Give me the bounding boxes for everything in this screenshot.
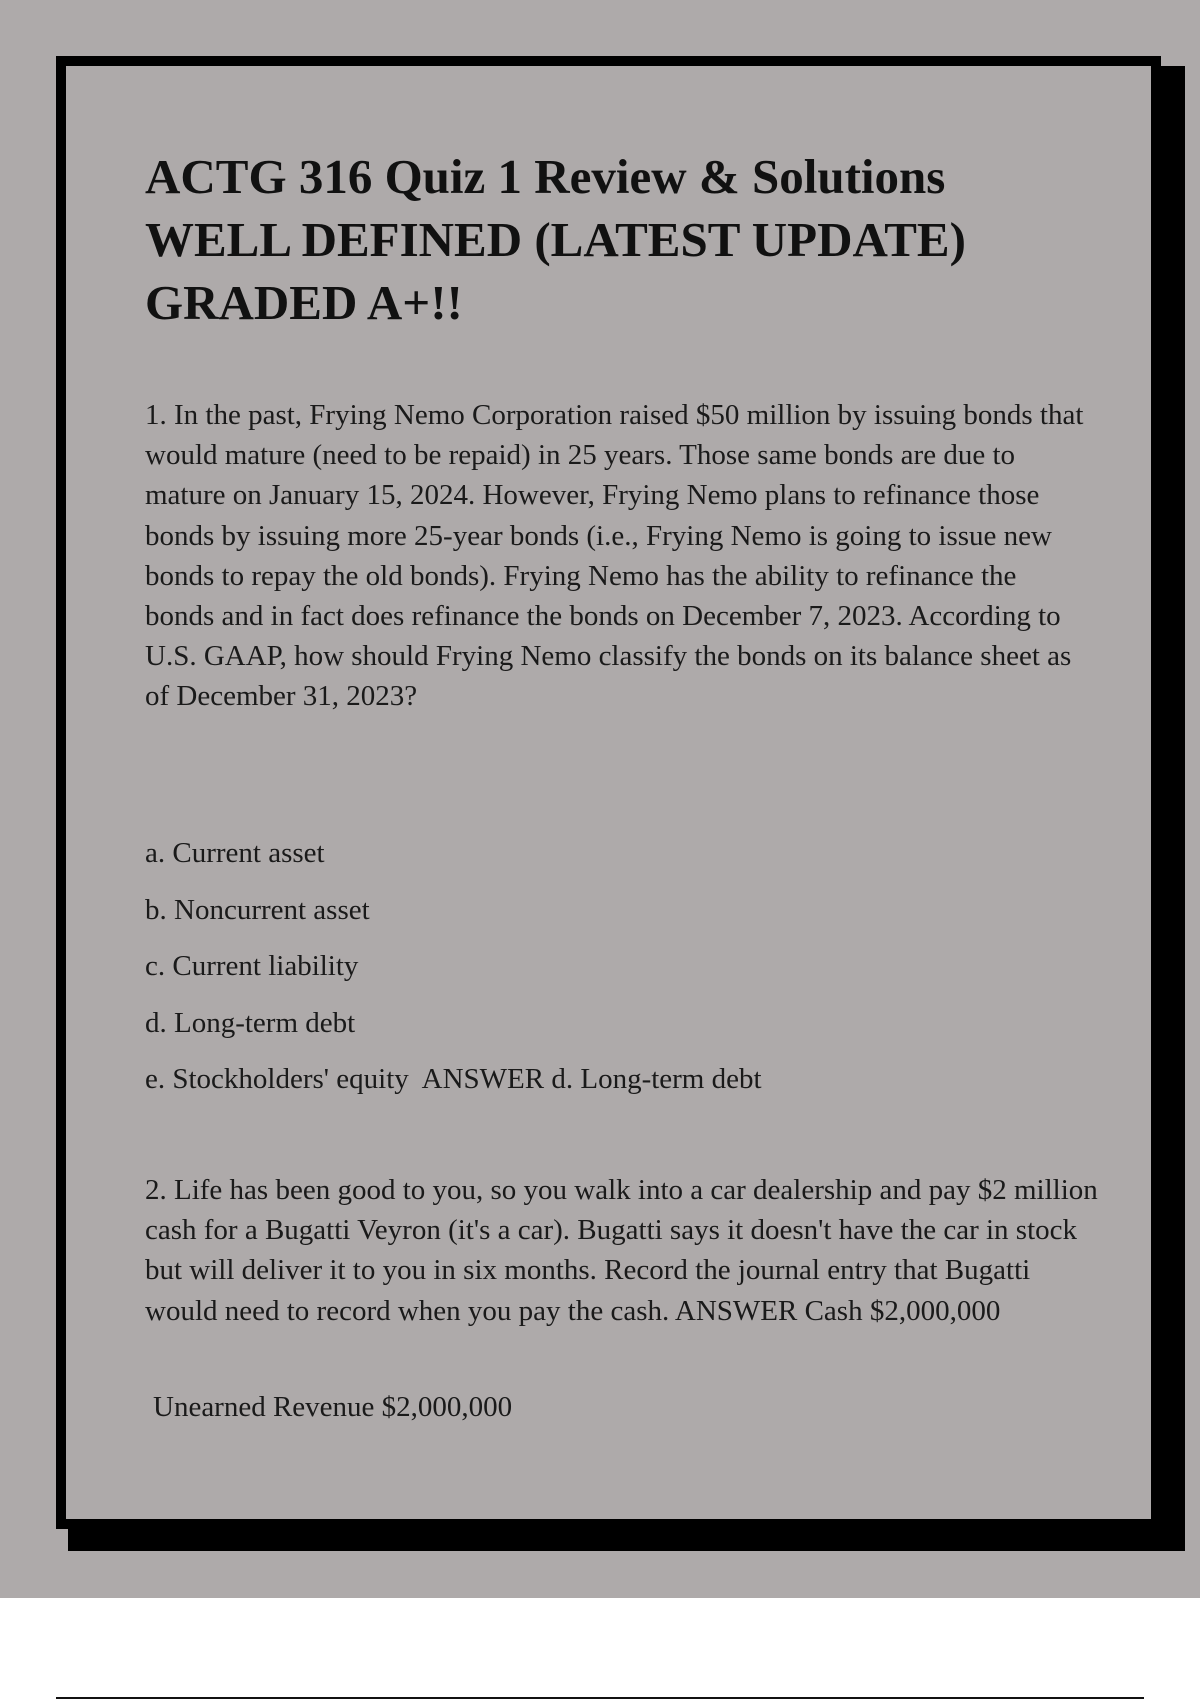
title-line: GRADED A+!!	[145, 275, 463, 330]
option-d: d. Long-term debt	[145, 1006, 356, 1039]
option-e-with-answer: e. Stockholders' equity ANSWER d. Long-term debt	[145, 1063, 762, 1095]
option-b: b. Noncurrent asset	[145, 893, 370, 926]
option-c: c. Current liability	[145, 950, 359, 982]
question-1-options	[145, 833, 762, 1116]
title-line: WELL DEFINED (LATEST UPDATE)	[145, 212, 966, 267]
document-content	[145, 145, 1098, 1423]
option-a: a. Current asset	[145, 837, 325, 869]
title-line: ACTG 316 Quiz 1 Review & Solutions	[145, 149, 946, 204]
footer-divider	[56, 1697, 1144, 1699]
question-2-answer-line: Unearned Revenue $2,000,000	[153, 1391, 513, 1423]
question-2-text: 2. Life has been good to you, so you walk into a car dealership and pay $2 million cash for a Bugatti Veyron (it's a car). Bugatti says it doesn't have the car in stock but will deliver it to you in six months. Record the journal entry that Bugatti would need to record when you pay the cash. ANSWER Cash $2,000,000	[145, 1174, 1098, 1327]
document-title	[145, 145, 1095, 334]
question-1-text: 1. In the past, Frying Nemo Corporation raised $50 million by issuing bonds that would mature (need to be repaid) in 25 years. Those same bonds are due to mature on January 15, 2024. However, Frying Nemo plans to refinance those bonds by issuing more 25-year bonds (i.e., Frying Nemo is going to issue new bonds to repay the old bonds). Frying Nemo has the ability to refinance the bonds and in fact does refinance the bonds on December 7, 2023. According to U.S. GAAP, how should Frying Nemo classify the bonds on its balance sheet as of December 31, 2023?	[145, 399, 1084, 713]
